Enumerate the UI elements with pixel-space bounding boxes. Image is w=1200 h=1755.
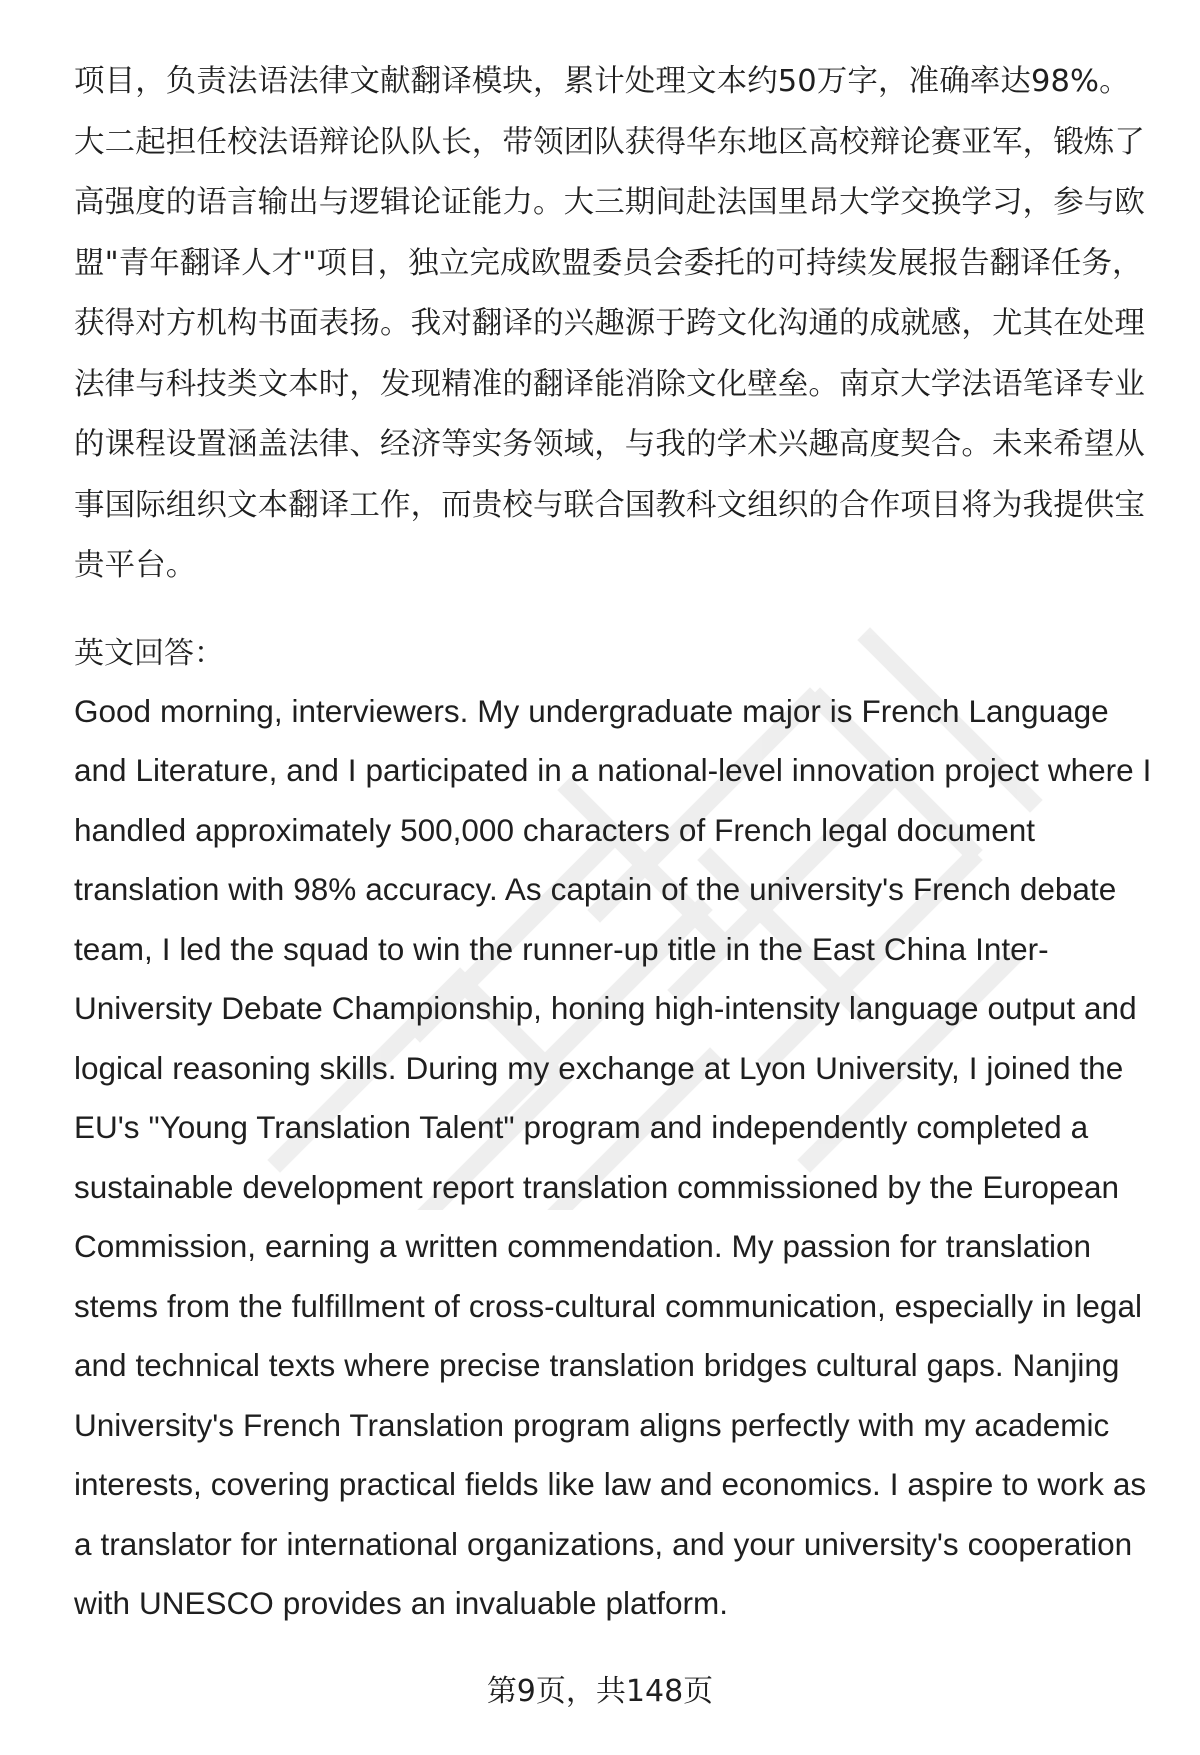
chinese-answer-paragraph: 项目，负责法语法律文献翻译模块，累计处理文本约50万字，准确率达98%。大二起担任校法语辩论队队长，带领团队获得华东地区高校辩论赛亚军，锻炼了高强度的语言输出与逻辑论证能力。大三期间赴法国里昂大学交换学习，参与欧盟"青年翻译人才"项目，独立完成欧盟委员会委托的可持续发展报告翻译任务，获得对方机构书面表扬。我对翻译的兴趣源于跨文化沟通的成就感，尤其在处理法律与科技类文本时，发现精准的翻译能消除文化壁垒。南京大学法语笔译专业的课程设置涵盖法律、经济等实务领域，与我的学术兴趣高度契合。未来希望从事国际组织文本翻译工作，而贵校与联合国教科文组织的合作项目将为我提供宝贵平台。 [74, 64, 1145, 583]
page-number-footer: 第9页，共148页 [486, 1674, 714, 1709]
english-answer-paragraph: Good morning, interviewers. My undergraduate major is French Language and Literature, and I participated in a national-level innovation project where I handled approximately 500,000 characters of French legal document translation with 98% accuracy. As captain of the university's French debate team, I led the squad to win the runner-up title in the East China Inter-University Debate Championship, honing high-intensity language output and logical reasoning skills. During my exchange at Lyon University, I joined the EU's "Young Translation Talent" program and independently completed a sustainable development report translation commissioned by the European Commission, earning a written commendation. My passion for translation stems from the fulfillment of cross-cultural communication, especially in legal and technical texts where precise translation bridges cultural gaps. Nanjing University's French Translation program aligns perfectly with my academic interests, covering practical fields like law and economics. I aspire to work as a translator for international organizations, and your university's cooperation with UNESCO provides an invaluable platform. [74, 692, 1152, 1621]
english-answer-heading: 英文回答： [74, 635, 224, 671]
document-content [74, 52, 1159, 1634]
